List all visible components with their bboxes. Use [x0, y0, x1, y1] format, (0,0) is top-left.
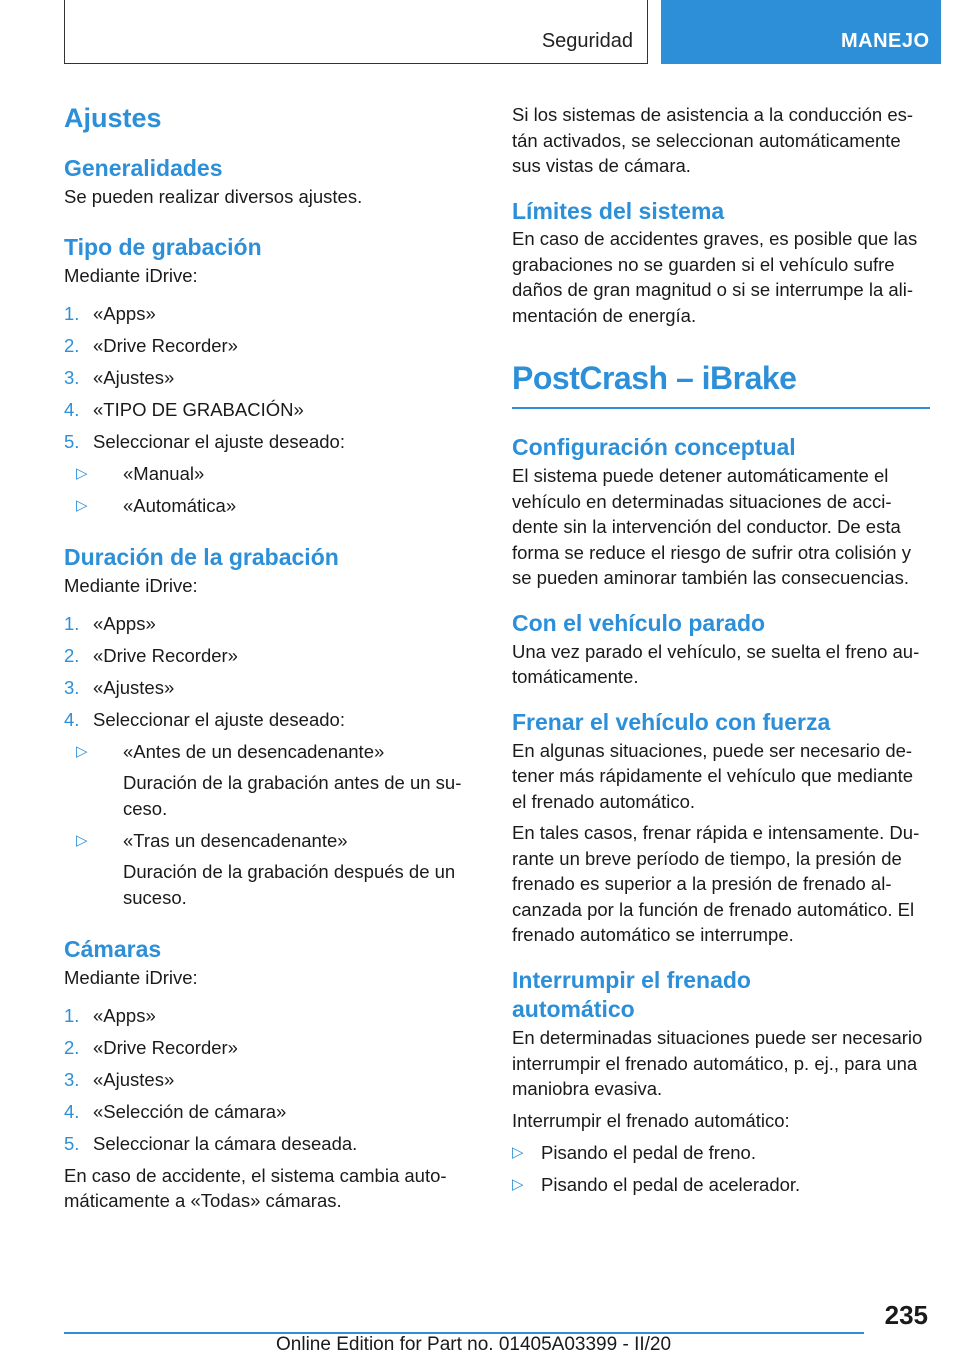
header-section-box: [64, 0, 648, 64]
step-text: «Selección de cámara»: [93, 1100, 287, 1122]
triangle-right-icon: ▷: [76, 465, 88, 483]
step-text: «Apps»: [93, 303, 156, 325]
list-item: ▷ Pisando el pedal de freno.: [512, 1140, 930, 1166]
section-title: Seguridad: [541, 30, 633, 52]
step-number: 4.: [64, 1100, 80, 1122]
list-item: [64, 1067, 480, 1093]
tipo-intro: Mediante iDrive:: [64, 265, 198, 287]
heading-frenar: Frenar el vehículo con fuerza: [512, 708, 831, 735]
list-item: [64, 1003, 480, 1029]
duracion-intro: Mediante iDrive:: [64, 574, 198, 596]
step-text: «Apps»: [93, 612, 156, 634]
chapter-tab[interactable]: MANEJO: [661, 0, 941, 64]
step-number: 5.: [64, 1132, 80, 1154]
option-description: Duración de la grabación antes de un suceso.: [123, 772, 462, 819]
list-item: [64, 1099, 480, 1125]
step-number: 2.: [64, 335, 80, 357]
list-item: ▷ Pisando el pedal de acelerador.: [512, 1172, 930, 1198]
interrumpir-text-1: En determinadas situaciones puede ser necesario interrumpir el frenado automático, p. ej., para una maniobra evasiva.: [512, 1027, 923, 1100]
duracion-steps: [64, 611, 480, 733]
footer-edition: Online Edition for Part no. 01405A03399 - II/20: [276, 1334, 672, 1355]
heading-generalidades: Generalidades: [64, 154, 223, 181]
step-number: 3.: [64, 1068, 80, 1090]
list-item: [64, 611, 480, 637]
list-item: ▷ «Manual»: [64, 461, 480, 487]
heading-ajustes: Ajustes: [64, 103, 162, 133]
list-item: [64, 1131, 480, 1157]
asistencia-text: Si los sistemas de asistencia a la conducción están activados, se seleccionan automáticamente sus vistas de cámara.: [512, 104, 914, 176]
step-number: 2.: [64, 1036, 80, 1058]
step-text: Seleccionar la cámara deseada.: [93, 1132, 358, 1154]
list-item: [64, 333, 480, 359]
step-text: «Ajustes»: [93, 676, 175, 698]
triangle-right-icon: ▷: [76, 831, 88, 849]
right-column: [512, 102, 930, 1204]
step-text: «Drive Recorder»: [93, 1036, 238, 1058]
page-number: 235: [884, 1300, 928, 1330]
duracion-options: [64, 739, 480, 911]
camaras-steps: [64, 1003, 480, 1157]
step-text: «Drive Recorder»: [93, 335, 238, 357]
heading-limites: Límites del sistema: [512, 197, 725, 224]
list-item: [64, 301, 480, 327]
step-number: 3.: [64, 367, 80, 389]
step-number: 1.: [64, 303, 80, 325]
frenar-text-1: En algunas situaciones, puede ser necesario detener más rápidamente el vehículo que mediante el frenado automático.: [512, 739, 914, 812]
step-text: Seleccionar el ajuste deseado:: [93, 431, 345, 453]
heading-interrumpir: Interrumpir el frenado automático: [512, 966, 751, 1023]
step-number: 4.: [64, 708, 80, 730]
step-text: «Drive Recorder»: [93, 644, 238, 666]
list-item: ▷ «Tras un desencadenante» Duración de la grabación después de un suceso.: [64, 828, 480, 911]
step-number: 3.: [64, 676, 80, 698]
limites-text: En caso de accidentes graves, es posible que las grabaciones no se guarden si el vehículo sufre daños de gran magnitud o si se interrumpe la alimentación de energía.: [512, 228, 918, 326]
list-item: [64, 429, 480, 455]
step-number: 4.: [64, 399, 80, 421]
left-column: [64, 98, 480, 1214]
chapter-title: PostCrash – iBrake: [512, 352, 930, 409]
list-item: [64, 1035, 480, 1061]
list-item: [64, 707, 480, 733]
tipo-options: [64, 461, 480, 519]
triangle-right-icon: ▷: [76, 497, 88, 515]
camaras-note: En caso de accidente, el sistema cambia automáticamente a «Todas» cámaras.: [64, 1164, 447, 1212]
step-text: «Apps»: [93, 1004, 156, 1026]
list-item: [64, 675, 480, 701]
triangle-right-icon: ▷: [512, 1143, 524, 1161]
step-text: «Ajustes»: [93, 367, 175, 389]
option-description: Duración de la grabación después de un suceso.: [123, 861, 456, 908]
step-number: 5.: [64, 431, 80, 453]
step-number: 1.: [64, 1004, 80, 1026]
step-text: «Ajustes»: [93, 1068, 175, 1090]
step-number: 1.: [64, 612, 80, 634]
triangle-right-icon: ▷: [76, 742, 88, 760]
heading-tipo-grabacion: Tipo de grabación: [64, 234, 262, 261]
camaras-intro: Mediante iDrive:: [64, 966, 198, 988]
parado-text: Una vez parado el vehículo, se suelta el freno automáticamente.: [512, 640, 920, 688]
frenar-text-2: En tales casos, frenar rápida e intensamente. Durante un breve período de tiempo, la presión de frenado es superior a la presión de frenado alcanzada por la función de frenado automático. El frenado automático se interrumpe.: [512, 822, 920, 946]
generalidades-text: Se pueden realizar diversos ajustes.: [64, 185, 363, 207]
list-item: ▷ «Antes de un desencadenante» Duración de la grabación antes de un suceso.: [64, 739, 480, 822]
list-item: [64, 365, 480, 391]
step-number: 2.: [64, 644, 80, 666]
list-item: ▷ «Automática»: [64, 493, 480, 519]
interrumpir-text-2: Interrumpir el frenado automático:: [512, 1109, 790, 1131]
interrumpir-options: [512, 1140, 930, 1198]
triangle-right-icon: ▷: [512, 1175, 524, 1193]
config-text: El sistema puede detener automáticamente el vehículo en determinadas situaciones de accidente sin la intervención del conductor. De esta forma se reduce el riesgo de sufrir otra colisión y se pueden aminorar también las consecuencias.: [512, 465, 911, 589]
heading-camaras: Cámaras: [64, 935, 162, 962]
heading-vehiculo-parado: Con el vehículo parado: [512, 609, 766, 636]
heading-configuracion: Configuración conceptual: [512, 434, 796, 461]
step-text: Seleccionar el ajuste deseado:: [93, 708, 345, 730]
list-item: [64, 397, 480, 423]
heading-duracion: Duración de la grabación: [64, 544, 339, 571]
tipo-steps: [64, 301, 480, 455]
step-text: «TIPO DE GRABACIÓN»: [93, 399, 304, 421]
list-item: [64, 643, 480, 669]
